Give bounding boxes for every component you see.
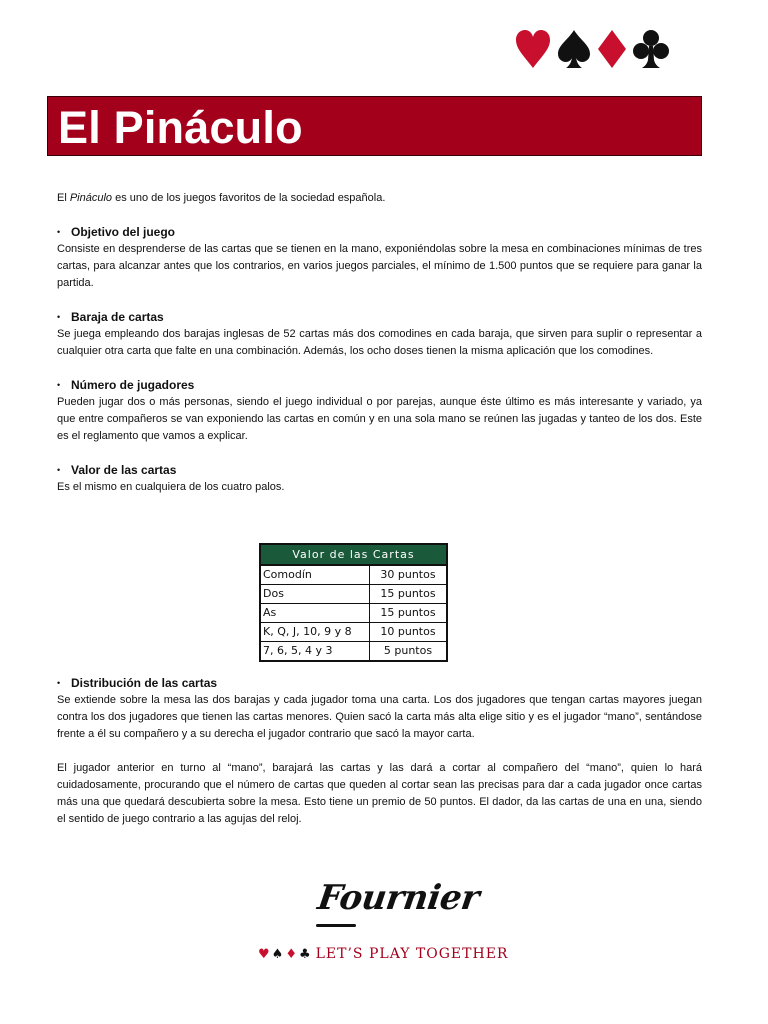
section-heading-text: Valor de las cartas	[71, 463, 177, 477]
bullet-icon: •	[57, 465, 61, 475]
section-text: Pueden jugar dos o más personas, siendo el juego individual o por parejas, aunque éste último es más interesante y variado, ya que entre compañeros se van exponiendo las cartas en común y en una sola mano se reúnen las jugadas y tanteo de los dos. Este es el reglamento que vamos a explicar.	[57, 396, 702, 442]
brand-underline	[316, 924, 356, 927]
spade-icon	[556, 28, 592, 70]
section-text: Se juega empleando dos barajas inglesas de 52 cartas más dos comodines en cada baraja, que sirven para suplir o representar a cualquier otra carta que falte en una combinación. Además, los ocho doses tienen la misma aplicación que los comodines.	[57, 328, 702, 357]
club-icon	[632, 28, 670, 70]
section-objective	[57, 224, 702, 292]
section-players	[57, 377, 702, 445]
section-heading-text: Número de jugadores	[71, 378, 195, 392]
intro-pre: El	[57, 192, 70, 204]
table-row	[260, 642, 447, 662]
table-cell-points: 30 puntos	[370, 565, 448, 585]
suit-icons	[514, 28, 670, 70]
heart-icon: ♥	[258, 946, 271, 962]
section-heading	[57, 224, 702, 241]
table-row	[260, 565, 447, 585]
tagline-suit-icons	[258, 947, 312, 962]
bullet-icon: •	[57, 380, 61, 390]
diamond-icon	[596, 28, 628, 70]
table-cell-points: 15 puntos	[370, 585, 448, 604]
table-row	[260, 623, 447, 642]
club-icon: ♣	[298, 946, 312, 962]
table-cell-card: K, Q, J, 10, 9 y 8	[260, 623, 370, 642]
table-row	[260, 604, 447, 623]
table-cell-card: 7, 6, 5, 4 y 3	[260, 642, 370, 662]
table-cell-points: 15 puntos	[370, 604, 448, 623]
intro-paragraph	[57, 190, 702, 207]
tagline	[258, 946, 508, 962]
section-heading	[57, 675, 702, 692]
table-header: Valor de las Cartas	[260, 544, 447, 565]
diamond-icon: ♦	[285, 946, 298, 962]
card-value-table	[259, 543, 448, 662]
section-text: El jugador anterior en turno al “mano”, barajará las cartas y las dará a cortar al compañero del “mano”, quien lo hará cuidadosamente, procurando que el número de cartas que queden al cortar sean las precisas para dar a cada jugador once cartas más una que quedará descubierta sobre la mesa. Esto tiene un premio de 50 puntos. El dador, da las cartas de una en una, siendo el sentido de juego contrario a las agujas del reloj.	[57, 762, 702, 825]
table-cell-card: Comodín	[260, 565, 370, 585]
bullet-icon: •	[57, 312, 61, 322]
section-heading	[57, 309, 702, 326]
section-heading	[57, 462, 702, 479]
section-text: Es el mismo en cualquiera de los cuatro palos.	[57, 481, 285, 493]
section-text: Consiste en desprenderse de las cartas que se tienen en la mano, exponiéndolas sobre la mesa en combinaciones mínimas de tres cartas, para alcanzar antes que los contrarios, en varios juegos parciales, el mínimo de 1.500 puntos que se requiere para ganar la partida.	[57, 243, 702, 289]
brand-logo: Fournier	[315, 878, 482, 918]
table-row	[260, 585, 447, 604]
section-heading-text: Baraja de cartas	[71, 310, 164, 324]
section-deck	[57, 309, 702, 360]
bullet-icon: •	[57, 678, 61, 688]
spade-icon: ♠	[271, 946, 285, 962]
section-text: Se extiende sobre la mesa las dos barajas y cada jugador toma una carta. Los dos jugadores que tengan cartas mayores juegan contra los dos jugadores que tienen las cartas menores. Quien sacó la carta más alta elige sitio y es el jugador “mano”, sentándose frente a él su compañero y a su derecha el jugador contrario que sacó la mayor carta.	[57, 694, 702, 740]
main-content	[57, 190, 702, 513]
intro-post: es uno de los juegos favoritos de la sociedad española.	[112, 192, 386, 204]
tagline-text: LET’S PLAY TOGETHER	[315, 946, 509, 962]
section-card-value	[57, 462, 702, 496]
table-cell-card: As	[260, 604, 370, 623]
page-title: El Pináculo	[58, 102, 303, 153]
section-heading	[57, 377, 702, 394]
table-cell-points: 5 puntos	[370, 642, 448, 662]
bullet-icon: •	[57, 227, 61, 237]
intro-game-name: Pináculo	[69, 192, 113, 204]
table-cell-points: 10 puntos	[370, 623, 448, 642]
heart-icon	[514, 28, 552, 70]
section-distribution	[57, 675, 702, 845]
section-heading-text: Distribución de las cartas	[71, 676, 218, 690]
section-heading-text: Objetivo del juego	[71, 225, 176, 239]
table-cell-card: Dos	[260, 585, 370, 604]
title-banner	[47, 96, 702, 156]
